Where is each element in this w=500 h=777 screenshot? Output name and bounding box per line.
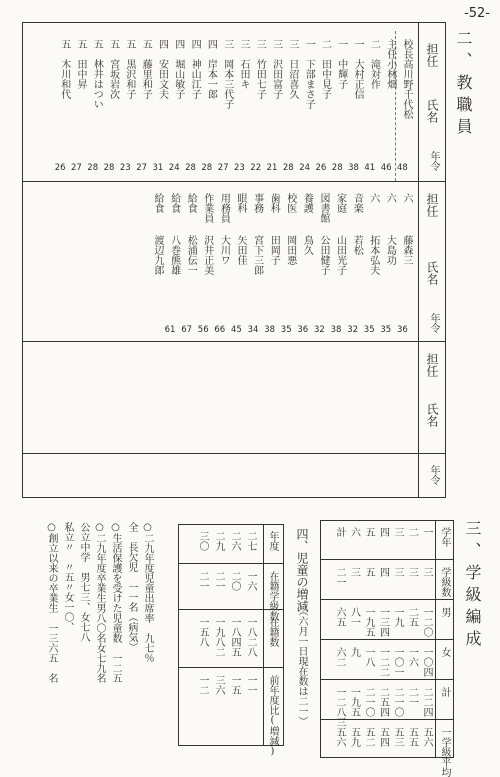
staff-age: 38	[348, 163, 359, 173]
staff-header-name-3: 氏名	[425, 403, 439, 427]
class-table-cell: 一二八三	[334, 687, 345, 727]
staff-position: 給食	[168, 193, 180, 213]
class-table-header-rule	[435, 521, 436, 757]
staff-header-divider	[418, 23, 419, 497]
staff-name: 渡辺九郎	[152, 235, 163, 275]
staff-divider-1	[23, 181, 445, 182]
staff-position: 音楽	[351, 193, 363, 213]
enrollment-table-cell: 一一	[245, 675, 256, 695]
class-table-cell: 一〇一	[392, 647, 403, 677]
class-table-cell: 五九	[348, 727, 360, 747]
class-table-header: 女	[439, 647, 450, 657]
class-table-cell: 二	[406, 527, 418, 537]
staff-position: 事務	[251, 193, 263, 213]
class-table-cell: 二一	[406, 687, 418, 707]
staff-position: 五	[58, 39, 70, 49]
staff-age: 35	[363, 325, 375, 335]
staff-age: 32	[347, 325, 359, 335]
staff-position: 五	[140, 39, 152, 49]
class-table-cell: 四	[377, 567, 389, 577]
note-line: 全 長欠児 一一名（病気）	[126, 522, 137, 652]
staff-divider-3	[23, 453, 445, 454]
staff-position: 五	[75, 39, 86, 49]
staff-header-name: 氏名	[425, 99, 439, 123]
staff-position: 三	[238, 39, 249, 49]
staff-age: 35	[380, 325, 392, 335]
staff-age: 38	[330, 325, 342, 335]
class-table-cell: 二一〇	[363, 687, 374, 717]
class-table-header: 男	[439, 607, 450, 617]
staff-position: 三	[254, 39, 266, 49]
staff-name: 安田文夫	[156, 59, 168, 99]
class-table-cell: 五四	[377, 727, 389, 747]
staff-name: 矢田佳	[235, 235, 246, 265]
staff-name: 岸本一郎	[205, 59, 217, 99]
staff-name: 石田キ	[238, 59, 249, 89]
class-table-rule	[321, 559, 453, 560]
staff-age: 46	[380, 163, 392, 173]
class-table-cell: 一六	[406, 647, 418, 667]
class-table-header: 学年	[439, 527, 450, 547]
staff-age: 28	[282, 163, 294, 173]
enrollment-table-cell: 一九八二	[213, 617, 224, 657]
enrollment-table-cell: 二一	[213, 571, 224, 591]
enrollment-table-cell: 三六	[213, 675, 224, 695]
staff-header-position-2: 担任	[425, 193, 439, 217]
class-table-cell: 一	[421, 527, 432, 537]
class-table-cell: 五六	[421, 727, 432, 747]
staff-age: 41	[364, 163, 376, 173]
class-table-rule	[321, 719, 453, 720]
section3-title: 三、学級編成	[463, 520, 482, 652]
staff-position: 四	[156, 39, 168, 49]
note-line: ○二九年度卒業生男八〇名女七九名	[94, 522, 105, 683]
staff-name: 山田光子	[334, 235, 346, 275]
class-table	[320, 520, 454, 777]
staff-position: 五	[123, 39, 135, 49]
class-table-cell: 一八	[363, 647, 374, 667]
class-table-cell: 二五四	[377, 687, 389, 717]
staff-name: 林井はつい	[91, 59, 103, 109]
staff-age: 35	[280, 325, 292, 335]
class-table-cell: 二二四	[421, 687, 432, 717]
staff-position: 給食	[152, 193, 163, 213]
staff-position: 四	[205, 39, 217, 49]
class-table-cell: 五	[363, 567, 374, 577]
note-line: 私立〃 〃五〃女一〇、	[62, 522, 73, 632]
staff-age: 28	[185, 163, 196, 173]
staff-name: 滝対作	[368, 59, 380, 89]
staff-header-age-3: 年令	[428, 465, 439, 485]
class-table-cell: 五	[363, 527, 374, 537]
enrollment-table-cell: 一二	[197, 675, 208, 695]
staff-position: 主任	[384, 39, 396, 59]
staff-position: 三	[270, 39, 282, 49]
class-table-cell: 五六	[334, 727, 345, 747]
staff-position: 家庭	[334, 193, 346, 213]
class-table-cell: 三	[392, 567, 403, 577]
class-table-cell: 六二	[334, 647, 345, 667]
staff-name: 中輝子	[335, 59, 347, 89]
staff-name: 松浦伝一	[185, 235, 197, 275]
staff-name: 宮下三郎	[251, 235, 263, 275]
staff-age: 28	[201, 163, 213, 173]
note-line: ○生活保護を受けた児童数 一二五	[110, 522, 121, 683]
staff-age: 24	[299, 163, 311, 173]
class-table-cell: 八一	[348, 607, 360, 627]
staff-header-position: 担任	[425, 43, 439, 67]
staff-position: 用務員	[218, 193, 230, 223]
enrollment-table-cell: 二一	[197, 571, 208, 591]
staff-table	[22, 22, 446, 498]
staff-position: 三	[221, 39, 233, 49]
staff-header-position-3: 担任	[425, 353, 439, 377]
enrollment-table-rule	[179, 609, 283, 610]
staff-position: 四	[172, 39, 184, 49]
class-table-cell: 二一	[334, 567, 345, 587]
staff-position: 給食	[185, 193, 197, 213]
enrollment-table-header-rule	[263, 525, 264, 745]
class-table-cell: 三	[348, 567, 360, 577]
staff-position: 六	[401, 193, 412, 203]
enrollment-table-cell: 二〇	[229, 571, 240, 591]
section2-title: 二、教職員	[454, 30, 473, 140]
staff-name: 岡本三代子	[221, 59, 233, 109]
note-line: ○二九年度児童出席率 九七％	[142, 522, 153, 663]
class-table-cell: 一二〇	[421, 607, 432, 637]
staff-name: 木川和代	[58, 59, 70, 99]
staff-name: 大川ワ	[218, 235, 230, 265]
class-table-cell: 六五	[334, 607, 345, 627]
enrollment-table-cell: 二六	[229, 531, 240, 551]
staff-name: 鳥久	[301, 235, 313, 255]
staff-name: 岡田悪	[284, 235, 296, 265]
class-table-cell: 計	[334, 527, 345, 537]
staff-name: 沢田富子	[270, 59, 282, 99]
enrollment-table-cell: 一五八	[197, 617, 208, 647]
enrollment-table-cell: 一六	[245, 571, 256, 591]
staff-name: 下部まさ子	[303, 59, 315, 109]
page-number: -52-	[464, 6, 490, 21]
class-table-cell: 一九五	[363, 607, 374, 637]
staff-age: 26	[54, 163, 66, 173]
staff-position: 三	[286, 39, 298, 49]
staff-age: 24	[168, 163, 180, 173]
class-table-rule	[321, 679, 453, 680]
class-table-cell: 一九五	[348, 687, 360, 717]
staff-age: 61	[164, 325, 176, 335]
staff-header-name-2: 氏名	[425, 261, 439, 285]
staff-position: 一	[335, 39, 347, 49]
staff-header-age: 年令	[428, 151, 439, 171]
staff-name: 堀山敏子	[172, 59, 184, 99]
class-table-cell: 四	[377, 527, 389, 537]
staff-divider-2	[23, 341, 445, 342]
staff-name: 田中昇	[75, 59, 86, 89]
class-table-cell: 五二	[363, 727, 374, 747]
class-table-cell: 一〇四	[421, 647, 432, 677]
staff-name: 大村正信	[352, 59, 364, 99]
staff-age: 67	[181, 325, 193, 335]
staff-position: 六	[384, 193, 396, 203]
enrollment-table-cell: 一五	[229, 675, 240, 695]
staff-position: 六	[367, 193, 379, 203]
staff-position: 二	[319, 39, 331, 49]
section4-subtitle: （六月一日現在数は二一）	[296, 606, 307, 726]
class-table-header: 一学級平均	[439, 727, 450, 777]
staff-name: 八巻熊雄	[168, 235, 180, 275]
staff-age: 27	[136, 163, 148, 173]
enrollment-table-cell: 一八二八	[245, 617, 256, 657]
staff-age: 27	[217, 163, 229, 173]
staff-position: 歯科	[268, 193, 280, 213]
class-table-rule	[321, 599, 453, 600]
class-table-cell: 五五	[406, 727, 418, 747]
class-table-cell: 五三	[392, 727, 403, 747]
staff-position: 五	[91, 39, 103, 49]
staff-age: 28	[331, 163, 343, 173]
enrollment-table	[178, 524, 284, 757]
staff-age: 21	[266, 163, 278, 173]
staff-position: 五	[107, 39, 119, 49]
staff-age: 23	[119, 163, 131, 173]
staff-age: 45	[231, 325, 242, 335]
enrollment-table-cell: 二七	[245, 531, 256, 551]
staff-age: 56	[197, 325, 209, 335]
staff-name: 田岡子	[268, 235, 280, 265]
enrollment-table-cell: 一八四五	[229, 617, 240, 657]
enrollment-table-rule	[179, 667, 283, 668]
staff-age: 38	[264, 325, 276, 335]
staff-position: 眼科	[235, 193, 246, 213]
class-table-cell: 二五	[406, 607, 418, 627]
staff-name: 若松	[351, 235, 363, 255]
staff-position: 一	[352, 39, 364, 49]
staff-age: 66	[214, 325, 226, 335]
staff-age: 36	[397, 325, 408, 335]
staff-age: 32	[314, 325, 325, 335]
staff-name: 藤森三	[401, 235, 412, 265]
staff-age: 48	[397, 163, 408, 173]
staff-age: 34	[247, 325, 259, 335]
class-table-cell: 一三四	[377, 607, 389, 637]
class-table-cell: 二一〇	[392, 687, 403, 717]
class-table-cell: 一二二	[377, 647, 389, 677]
class-table-cell: 三	[421, 567, 432, 577]
staff-position: 養護	[301, 193, 313, 213]
note-line: 公立中学 男七三、女七八	[78, 522, 89, 642]
class-table-header: 計	[439, 687, 450, 697]
staff-age: 27	[71, 163, 82, 173]
staff-name: 小林畑	[384, 59, 396, 89]
staff-name: 高川野千代松	[401, 59, 412, 119]
class-table-cell: 三	[392, 527, 403, 537]
class-table-rule	[321, 639, 453, 640]
staff-name: 日沼喜久	[286, 59, 298, 99]
staff-position: 校医	[284, 193, 296, 213]
staff-name: 公田健子	[318, 235, 329, 275]
staff-position: 二	[368, 39, 380, 49]
staff-name: 竹田七子	[254, 59, 266, 99]
enrollment-table-cell: 二九	[213, 531, 224, 551]
staff-age: 23	[234, 163, 245, 173]
enrollment-table-header: 在籍学級数	[267, 571, 278, 621]
staff-position: 一	[303, 39, 315, 49]
staff-age: 22	[250, 163, 262, 173]
staff-name: 大島功	[384, 235, 396, 265]
enrollment-table-header: 年度	[267, 531, 278, 551]
staff-age: 36	[297, 325, 309, 335]
staff-age: 26	[315, 163, 327, 173]
enrollment-table-header: 前年度比(増減)	[267, 675, 278, 757]
staff-name: 田中見子	[319, 59, 331, 99]
enrollment-table-header: 在籍数	[267, 617, 278, 647]
class-table-header: 学級数	[439, 567, 450, 597]
note-line: ○創立以来の卒業生 一三六五 名	[46, 522, 57, 683]
class-table-cell: 六	[348, 527, 360, 537]
staff-position: 校長	[401, 39, 412, 59]
staff-name: 黒沢和子	[123, 59, 135, 99]
staff-name: 神山江子	[189, 59, 201, 99]
class-table-cell: 三	[406, 567, 418, 577]
staff-position: 作業員	[201, 193, 213, 223]
staff-name: 宮坂岩次	[107, 59, 119, 99]
staff-position: 四	[189, 39, 201, 49]
class-table-cell: 九	[348, 647, 360, 657]
class-table-cell: 一九	[392, 607, 403, 627]
section4-title: 四、児童の増減	[295, 528, 309, 612]
staff-age: 28	[87, 163, 99, 173]
staff-age: 28	[103, 163, 115, 173]
enrollment-table-rule	[179, 563, 283, 564]
enrollment-table-cell: 三〇	[197, 531, 208, 551]
staff-name: 拓本弘夫	[367, 235, 379, 275]
staff-name: 沢井正美	[201, 235, 213, 275]
staff-age: 31	[152, 163, 164, 173]
staff-header-age-2: 年令	[428, 313, 439, 333]
staff-position: 図書館	[318, 193, 329, 223]
staff-name: 藤里和子	[140, 59, 152, 99]
